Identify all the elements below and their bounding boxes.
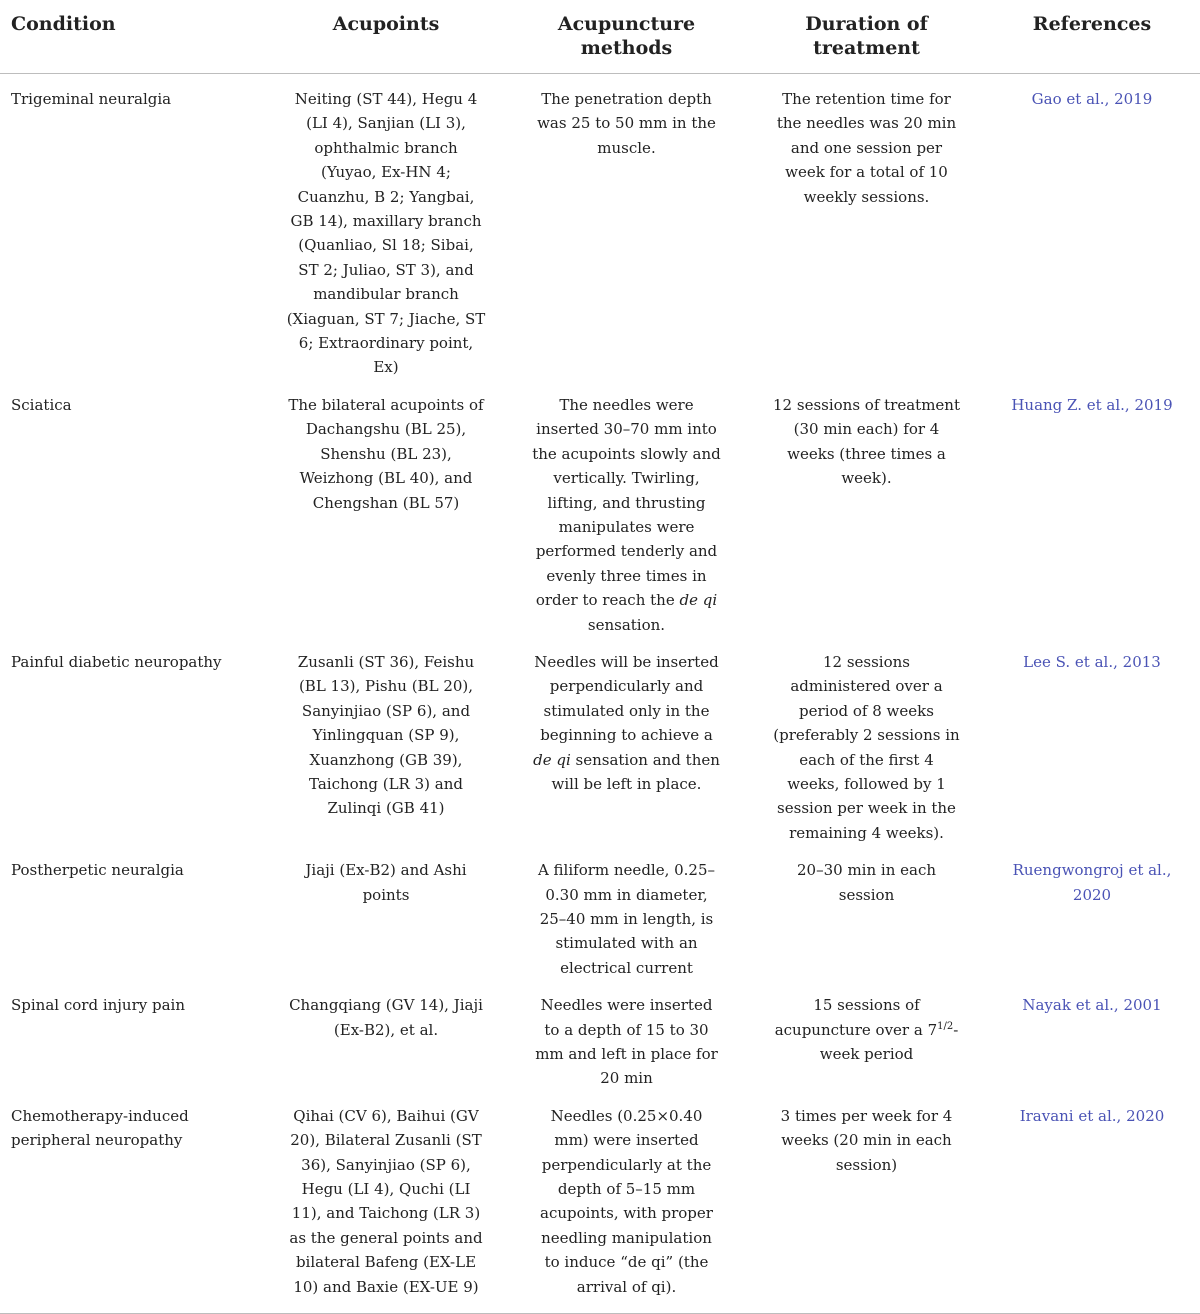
cell-reference [984, 845, 1200, 980]
reference-author: Iravani et al., [1019, 1106, 1122, 1125]
cell-duration: 20–30 min in each session [797, 861, 936, 904]
reference-year: 2020 [1126, 1106, 1165, 1125]
cell-acupoints: Zusanli (ST 36), Feishu (BL 13), Pishu (BL 20), Sanyinjiao (SP 6), and Yinlingquan (SP 9), Xuanzhong (GB 39), Taichong (LR 3) and Zulinqi (GB 41) [297, 652, 475, 818]
methods-emphasis: de qi [533, 750, 571, 769]
table-row [0, 845, 1200, 980]
reference-link[interactable] [1013, 861, 1172, 903]
cell-acupoints: Qihai (CV 6), Baihui (GV 20), Bilateral Zusanli (ST 36), Sanyinjiao (SP 6), Hegu (LI 4), Quchi (LI 11), and Taichong (LR 3) as the general points and bilateral Bafeng (EX-LE 10) and Baxie (EX-UE 9) [268, 1091, 504, 1314]
table-header [0, 0, 1200, 74]
cell-methods: The penetration depth was 25 to 50 mm in the muscle. [537, 90, 716, 157]
methods-text-end: sensation. [587, 615, 666, 634]
cell-condition: Trigeminal neuralgia [11, 90, 172, 108]
cell-duration: The retention time for the needles was 20 min and one session per week for a total of 10 weekly sessions. [776, 90, 957, 206]
cell-duration: 3 times per week for 4 weeks (20 min in each session) [749, 1091, 984, 1314]
cell-methods: Needles were inserted to a depth of 15 to 30 mm and left in place for 20 min [535, 996, 718, 1088]
cell-methods: A filiform needle, 0.25–0.30 mm in diameter, 25–40 mm in length, is stimulated with an electrical current [537, 861, 716, 977]
cell-condition: Painful diabetic neuropathy [11, 652, 222, 671]
cell-acupoints: The bilateral acupoints of Dachangshu (BL 25), Shenshu (BL 23), Weizhong (BL 40), and Chengshan (BL 57) [288, 395, 484, 512]
header-methods: Acupuncture methods [504, 0, 749, 74]
reference-author: Nayak et al., [1022, 996, 1119, 1015]
cell-methods [504, 380, 749, 637]
reference-link[interactable] [1032, 90, 1153, 108]
cell-reference [984, 1091, 1200, 1314]
cell-methods [504, 637, 749, 845]
reference-link[interactable] [1022, 996, 1161, 1014]
reference-year: 2019 [1114, 90, 1153, 108]
methods-text: The needles were inserted 30–70 mm into the acupoints slowly and vertically. Twirling, lifting, and thrusting manipulates were performed tenderly and evenly three times in order to reach the [532, 395, 721, 610]
duration-superscript: 1/2 [937, 1020, 954, 1032]
reference-link[interactable] [1020, 1107, 1165, 1125]
table-body [0, 74, 1200, 1314]
reference-link[interactable] [1023, 653, 1161, 671]
table-row [0, 1091, 1200, 1314]
cell-condition: Sciatica [11, 395, 72, 414]
cell-acupoints: Neiting (ST 44), Hegu 4 (LI 4), Sanjian (LI 3), ophthalmic branch (Yuyao, Ex-HN 4; Cuanzhu, B 2; Yangbai, GB 14), maxillary branch (Quanliao, Sl 18; Sibai, ST 2; Juliao, ST 3), and mandibular branch (Xiaguan, ST 7; Jiache, ST 6; Extraordinary point, Ex) [286, 90, 486, 377]
table-row [0, 74, 1200, 380]
reference-year: 2020 [1072, 885, 1112, 904]
cell-reference [984, 74, 1200, 380]
cell-acupoints: Jiaji (Ex-B2) and Ashi points [305, 861, 467, 904]
cell-reference [984, 380, 1200, 637]
header-duration: Duration of treatment [749, 0, 984, 74]
reference-year: 2001 [1123, 996, 1162, 1015]
cell-reference [984, 637, 1200, 845]
cell-duration: 12 sessions of treatment (30 min each) for 4 weeks (three times a week). [773, 395, 960, 488]
header-acupoints: Acupoints [268, 0, 504, 74]
cell-condition: Chemotherapy-induced peripheral neuropathy [0, 1091, 268, 1314]
reference-author: Lee S. et al., [1023, 652, 1118, 671]
reference-year: 2019 [1134, 395, 1173, 414]
cell-methods: Needles (0.25×0.40 mm) were inserted perpendicularly at the depth of 5–15 mm acupoints, with proper needling manipulation to induce “de qi” (the arrival of qi). [504, 1091, 749, 1314]
cell-reference [984, 980, 1200, 1091]
cell-condition: Spinal cord injury pain [11, 996, 186, 1015]
cell-duration [749, 980, 984, 1091]
header-references: References [984, 0, 1200, 74]
cell-acupoints: Changqiang (GV 14), Jiaji (Ex-B2), et al. [289, 996, 483, 1039]
table-row [0, 980, 1200, 1091]
duration-text: 15 sessions of acupuncture over a 7 [774, 996, 938, 1039]
header-condition: Condition [0, 0, 268, 74]
reference-author: Huang Z. et al., [1011, 395, 1130, 414]
table-row [0, 380, 1200, 637]
table-row [0, 637, 1200, 845]
methods-text: Needles will be inserted perpendicularly and stimulated only in the beginning to achieve a [534, 652, 719, 745]
methods-emphasis: de qi [679, 591, 718, 610]
reference-author: Gao et al., [1031, 90, 1110, 108]
reference-year: 2013 [1122, 652, 1161, 671]
cell-condition: Postherpetic neuralgia [11, 861, 184, 880]
methods-text-end: sensation and then will be left in place. [551, 750, 720, 793]
reference-author: Ruengwongroj et al., [1012, 861, 1172, 880]
duration-text-end: -week period [819, 1020, 959, 1064]
header-row [0, 0, 1200, 74]
cell-duration: 12 sessions administered over a period of 8 weeks (preferably 2 sessions in each of the first 4 weeks, followed by 1 session per week in the remaining 4 weeks). [773, 652, 960, 842]
reference-link[interactable] [1011, 396, 1172, 414]
